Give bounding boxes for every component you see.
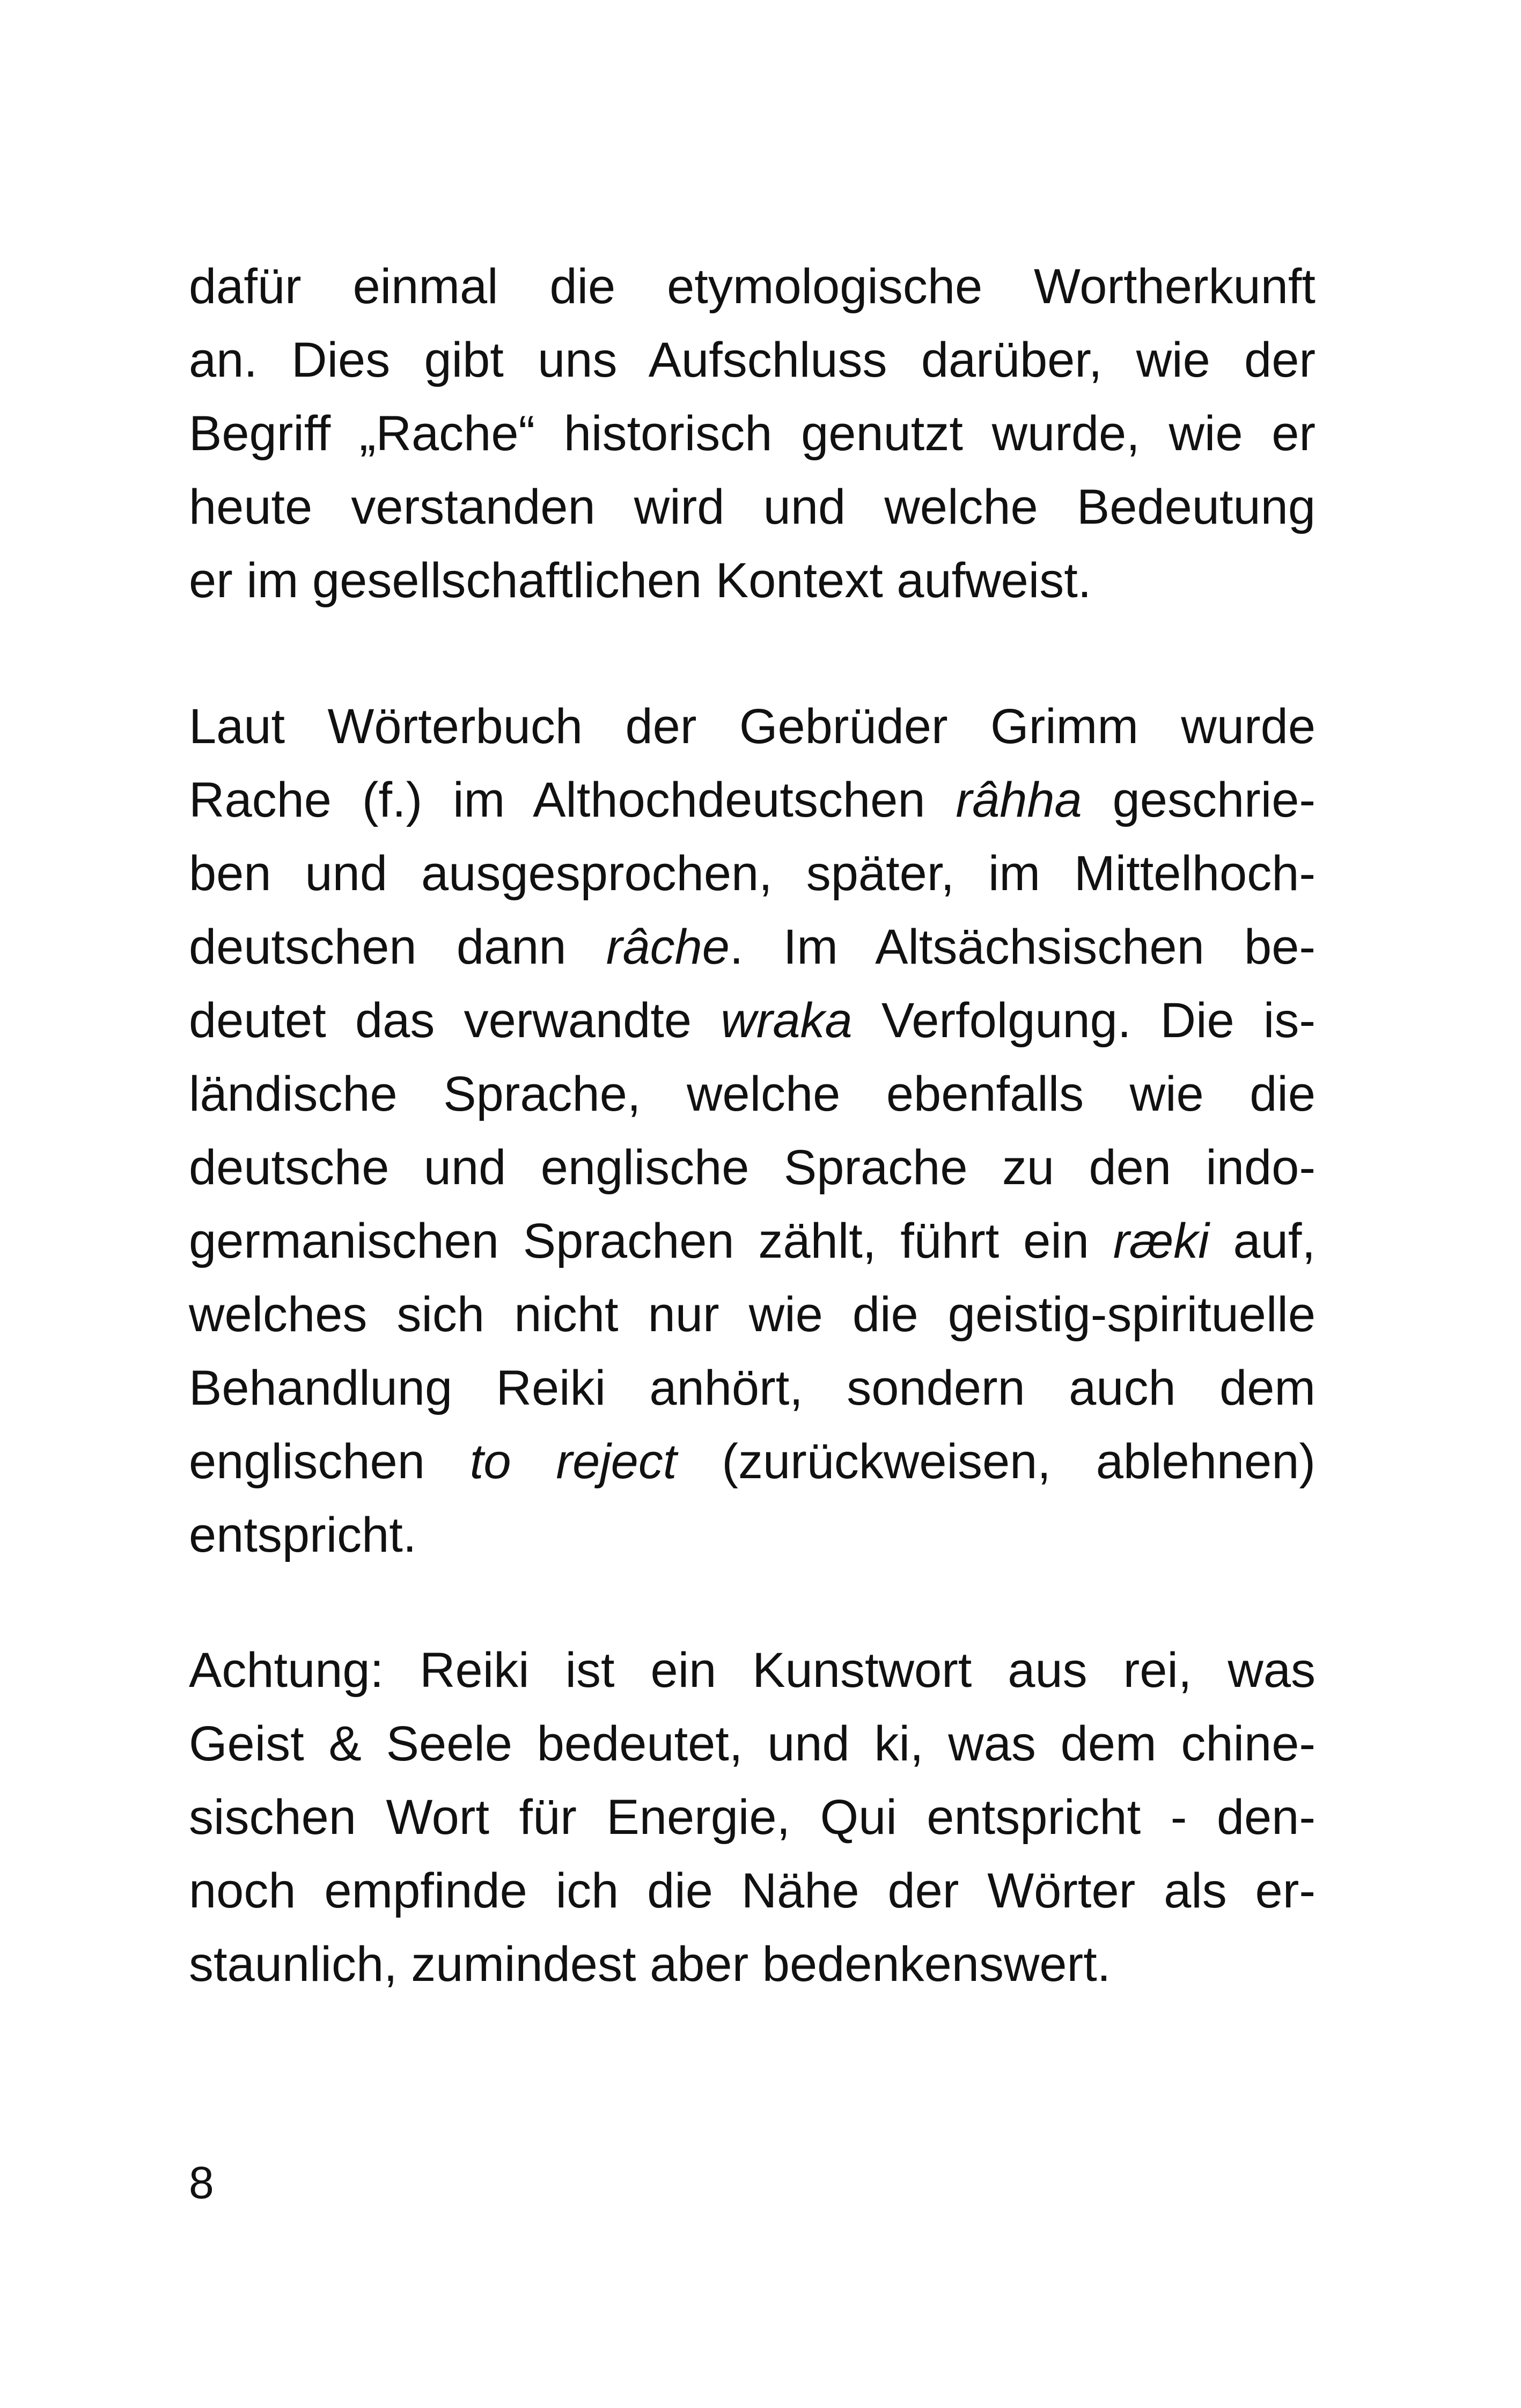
text-line bbox=[189, 397, 1316, 471]
text-segment: staunlich, zumindest aber bedenkenswert. bbox=[189, 1937, 1111, 1992]
text-line bbox=[189, 1352, 1316, 1425]
text-segment: deutet das verwandte bbox=[189, 993, 721, 1048]
text-line bbox=[189, 471, 1316, 544]
text-segment: ben und ausgesprochen, später, im Mittelhoch- bbox=[189, 846, 1316, 901]
italic-term: wraka bbox=[721, 993, 853, 1048]
text-line bbox=[189, 984, 1316, 1058]
text-segment: entspricht. bbox=[189, 1508, 417, 1562]
paragraph-reiki-note bbox=[189, 1634, 1316, 2001]
text-line bbox=[189, 1278, 1316, 1352]
text-line bbox=[189, 1205, 1316, 1278]
paragraph-grimm-dictionary bbox=[189, 690, 1316, 1572]
text-segment: Begriff „Rache“ historisch genutzt wurde, wie er bbox=[189, 406, 1316, 461]
text-segment: dafür einmal die etymologische Wortherkunft bbox=[189, 259, 1316, 314]
text-segment: . Im Altsächsischen be- bbox=[729, 920, 1316, 974]
text-segment: Verfolgung. Die is- bbox=[852, 993, 1316, 1048]
text-line bbox=[189, 837, 1316, 911]
text-segment: Behandlung Reiki anhört, sondern auch dem bbox=[189, 1361, 1316, 1415]
text-segment: Rache (f.) im Althochdeutschen bbox=[189, 773, 956, 827]
text-line bbox=[189, 1499, 1316, 1572]
text-segment: geschrie- bbox=[1082, 773, 1316, 827]
text-line bbox=[189, 1854, 1316, 1928]
text-segment: Laut Wörterbuch der Gebrüder Grimm wurde bbox=[189, 699, 1316, 754]
text-segment: welches sich nicht nur wie die geistig-spirituelle bbox=[189, 1287, 1316, 1342]
text-line bbox=[189, 1707, 1316, 1781]
text-segment: (zurückweisen, ablehnen) bbox=[677, 1434, 1316, 1489]
text-segment: heute verstanden wird und welche Bedeutung bbox=[189, 480, 1316, 534]
text-line bbox=[189, 544, 1316, 618]
paragraph-etymology-intro bbox=[189, 250, 1316, 618]
text-segment: deutschen dann bbox=[189, 920, 606, 974]
text-line bbox=[189, 1131, 1316, 1205]
text-line bbox=[189, 1058, 1316, 1131]
text-segment: an. Dies gibt uns Aufschluss darüber, wie der bbox=[189, 333, 1316, 387]
text-line bbox=[189, 1781, 1316, 1854]
text-segment: Achtung: Reiki ist ein Kunstwort aus rei, was bbox=[189, 1643, 1316, 1698]
italic-term: ræki bbox=[1113, 1214, 1209, 1268]
text-segment: sischen Wort für Energie, Qui entspricht - den- bbox=[189, 1790, 1316, 1845]
text-line bbox=[189, 763, 1316, 837]
text-line bbox=[189, 1425, 1316, 1499]
text-segment: auf, bbox=[1209, 1214, 1316, 1268]
text-segment: ländische Sprache, welche ebenfalls wie die bbox=[189, 1067, 1316, 1121]
text-segment: deutsche und englische Sprache zu den indo- bbox=[189, 1140, 1316, 1195]
italic-term: râche bbox=[606, 920, 730, 974]
text-segment: englischen bbox=[189, 1434, 470, 1489]
text-line bbox=[189, 250, 1316, 324]
italic-term: to reject bbox=[469, 1434, 677, 1489]
text-line bbox=[189, 1928, 1316, 2001]
text-segment: noch empfinde ich die Nähe der Wörter als er- bbox=[189, 1863, 1316, 1918]
text-line bbox=[189, 1634, 1316, 1707]
text-line bbox=[189, 690, 1316, 763]
text-segment: er im gesellschaftlichen Kontext aufweist. bbox=[189, 553, 1092, 608]
text-line bbox=[189, 324, 1316, 397]
text-segment: Geist & Seele bedeutet, und ki, was dem chine- bbox=[189, 1716, 1316, 1771]
text-segment: germanischen Sprachen zählt, führt ein bbox=[189, 1214, 1113, 1268]
text-line bbox=[189, 911, 1316, 984]
italic-term: râhha bbox=[956, 773, 1082, 827]
page-number: 8 bbox=[189, 2157, 214, 2208]
